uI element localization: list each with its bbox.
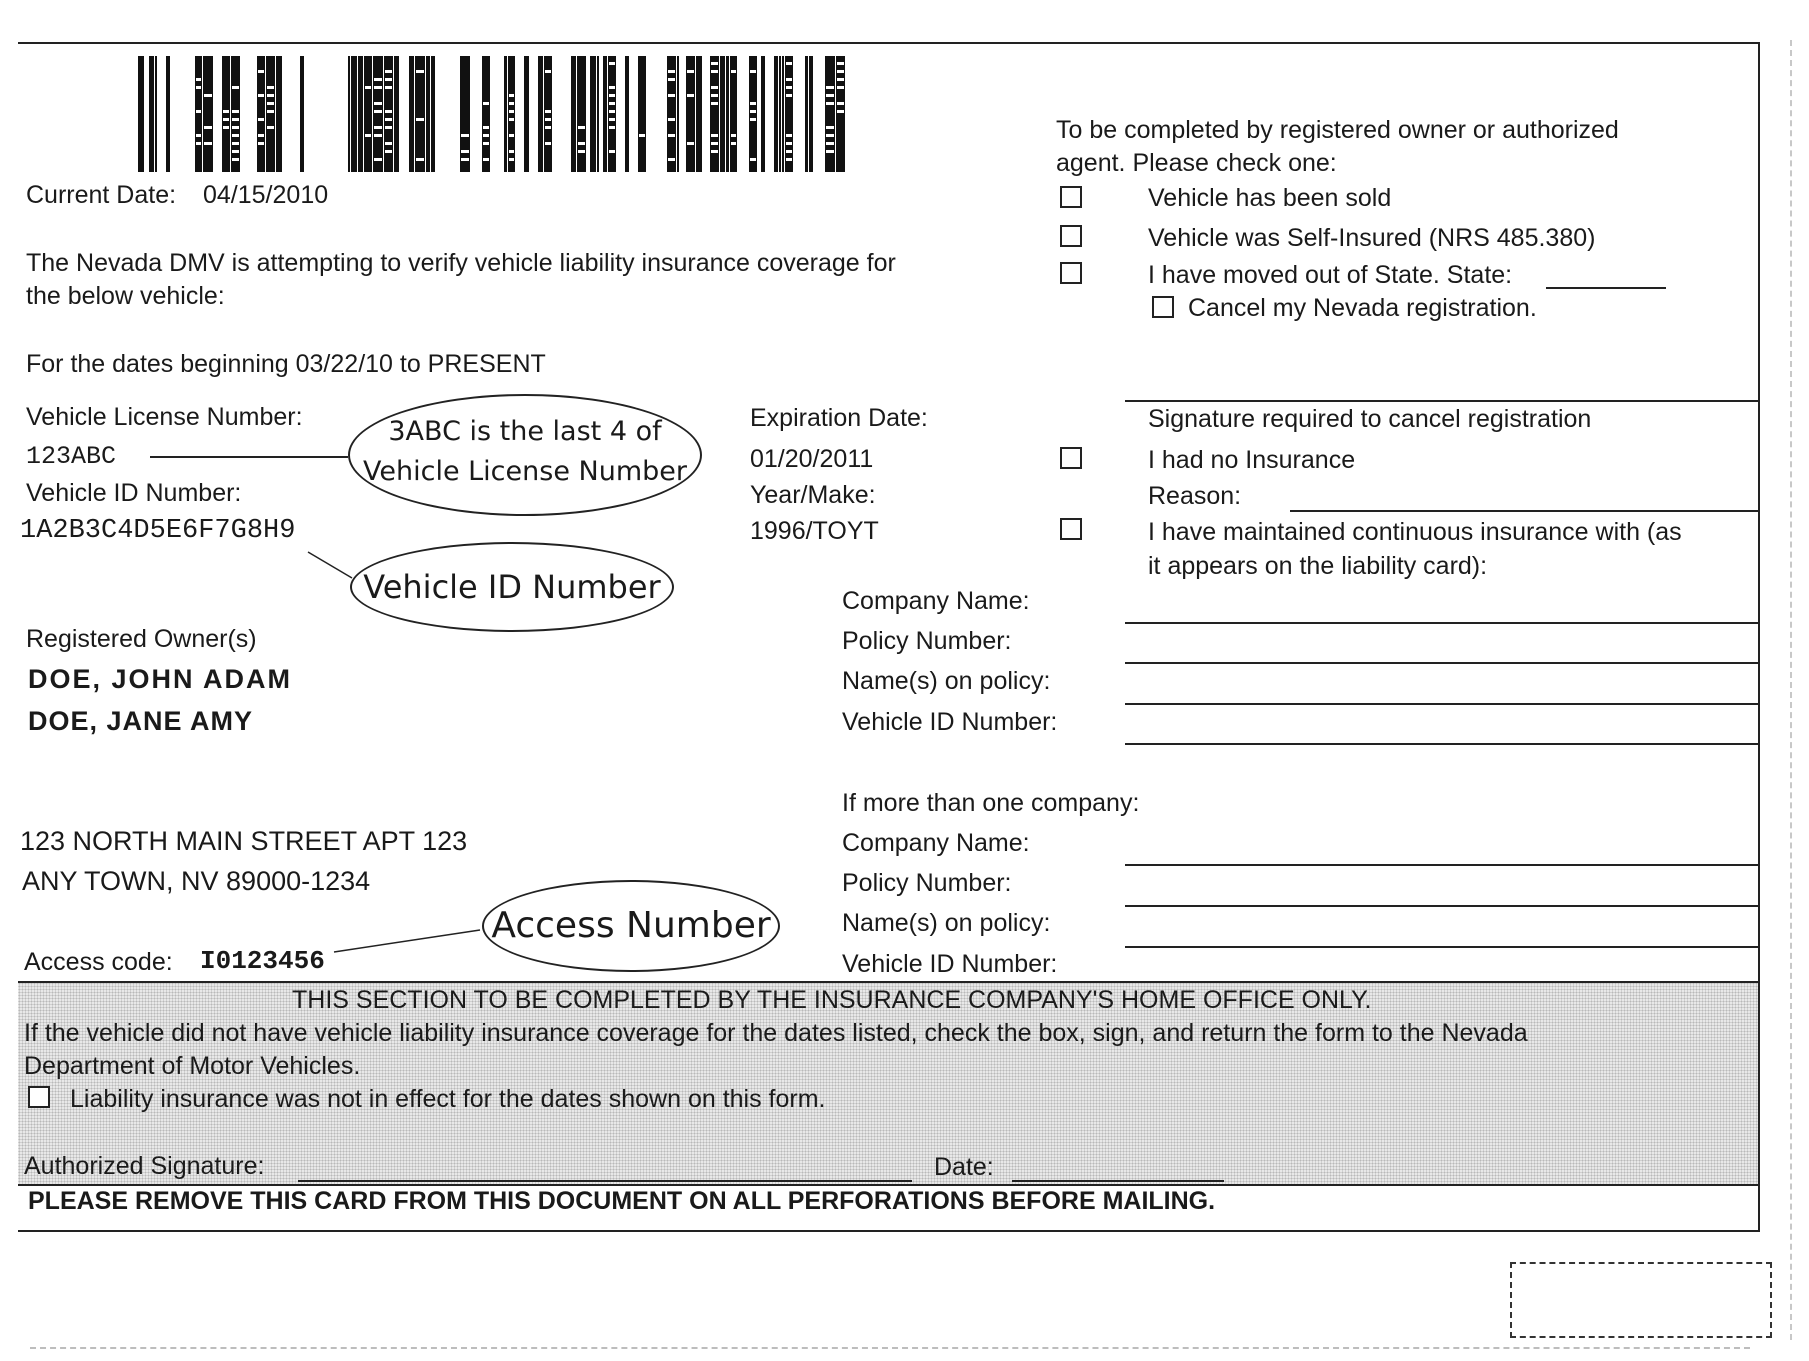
callout-leader-license <box>150 456 348 458</box>
state-input-line[interactable] <box>1546 287 1666 289</box>
year-make-value: 1996/TOYT <box>750 517 879 545</box>
perforation-line-right <box>1790 40 1792 1340</box>
signature-line[interactable] <box>1125 400 1758 402</box>
vehicle-license-label: Vehicle License Number: <box>26 403 303 431</box>
expiration-date-label: Expiration Date: <box>750 404 928 432</box>
option-no-insurance: I had no Insurance <box>1148 446 1356 474</box>
owner-section-intro-1: To be completed by registered owner or authorized <box>1056 116 1619 144</box>
company-name-line-2[interactable] <box>1125 864 1758 866</box>
callout-vehicle-id <box>350 542 674 632</box>
callout-access-number <box>482 880 780 972</box>
callout-access-text: Access Number <box>491 905 771 946</box>
option-self-insured: Vehicle was Self-Insured (NRS 485.380) <box>1148 224 1596 252</box>
authorized-signature-label: Authorized Signature: <box>24 1152 265 1180</box>
option-moved-out: I have moved out of State. State: <box>1148 261 1513 289</box>
checkbox-moved-out[interactable] <box>1060 262 1082 284</box>
intro-line-2: the below vehicle: <box>26 282 225 310</box>
liability-not-in-effect-label: Liability insurance was not in effect for the dates shown on this form. <box>70 1085 826 1113</box>
form-bottom-border <box>18 1230 1760 1232</box>
signature-note: Signature required to cancel registration <box>1148 405 1592 433</box>
owner-section-intro-2: agent. Please check one: <box>1056 149 1337 177</box>
callout-license-line2: Vehicle License Number <box>363 456 687 487</box>
option-maintained-line-1: I have maintained continuous insurance with (as <box>1148 518 1682 546</box>
year-make-label: Year/Make: <box>750 481 876 509</box>
option-vehicle-sold: Vehicle has been sold <box>1148 184 1392 212</box>
current-date-value: 04/15/2010 <box>203 181 329 209</box>
callout-leader-vin <box>300 548 360 584</box>
checkbox-self-insured[interactable] <box>1060 225 1082 247</box>
vehicle-id-number-label: Vehicle ID Number: <box>842 708 1058 736</box>
checkbox-vehicle-sold[interactable] <box>1060 186 1082 208</box>
callout-leader-access <box>330 920 490 956</box>
company-name-label-2: Company Name: <box>842 829 1030 857</box>
vehicle-id-label: Vehicle ID Number: <box>26 479 242 507</box>
owner-address-2: ANY TOWN, NV 89000-1234 <box>22 866 371 896</box>
checkbox-maintained-insurance[interactable] <box>1060 518 1082 540</box>
insurer-section-heading: THIS SECTION TO BE COMPLETED BY THE INSURANCE COMPANY'S HOME OFFICE ONLY. <box>292 986 1372 1014</box>
names-on-policy-label-2: Name(s) on policy: <box>842 909 1051 937</box>
footer-notice: PLEASE REMOVE THIS CARD FROM THIS DOCUMENT ON ALL PERFORATIONS BEFORE MAILING. <box>28 1187 1216 1215</box>
more-than-one-company: If more than one company: <box>842 789 1140 817</box>
insurer-instructions-1: If the vehicle did not have vehicle liability insurance coverage for the dates listed, check the box, sign, and return the form to the Nevada <box>24 1019 1528 1047</box>
company-name-line[interactable] <box>1125 622 1758 624</box>
insurer-section-top-rule <box>18 981 1760 983</box>
insurer-date-line[interactable] <box>1012 1180 1224 1182</box>
callout-license-number <box>348 394 702 516</box>
option-cancel-registration: Cancel my Nevada registration. <box>1188 294 1537 322</box>
intro-line-1: The Nevada DMV is attempting to verify vehicle liability insurance coverage for <box>26 249 896 277</box>
dates-line: For the dates beginning 03/22/10 to PRESENT <box>26 350 546 378</box>
names-on-policy-label: Name(s) on policy: <box>842 667 1051 695</box>
checkbox-cancel-registration[interactable] <box>1152 296 1174 318</box>
current-date-label: Current Date: <box>26 181 177 209</box>
checkbox-no-insurance[interactable] <box>1060 447 1082 469</box>
checkbox-liability-not-in-effect[interactable] <box>28 1086 50 1108</box>
vehicle-id-value: 1A2B3C4D5E6F7G8H9 <box>20 516 296 546</box>
policy-number-line-2[interactable] <box>1125 905 1758 907</box>
reason-label: Reason: <box>1148 482 1242 510</box>
form-right-border <box>1758 42 1760 1232</box>
vehicle-license-value: 123ABC <box>26 442 117 471</box>
expiration-date-value: 01/20/2011 <box>750 445 874 473</box>
policy-number-label: Policy Number: <box>842 627 1012 655</box>
access-code-label: Access code: <box>24 948 173 976</box>
owner-address-1: 123 NORTH MAIN STREET APT 123 <box>20 826 468 856</box>
company-name-label: Company Name: <box>842 587 1030 615</box>
insurer-instructions-2: Department of Motor Vehicles. <box>24 1052 361 1080</box>
owner-name-1: DOE, JOHN ADAM <box>28 664 293 694</box>
authorized-signature-line[interactable] <box>298 1180 912 1182</box>
registered-owner-label: Registered Owner(s) <box>26 625 257 653</box>
perforation-line <box>30 1347 1750 1349</box>
postage-stamp-box <box>1510 1262 1772 1338</box>
barcode-image <box>138 56 854 172</box>
policy-number-line[interactable] <box>1125 662 1758 664</box>
names-on-policy-line[interactable] <box>1125 703 1758 705</box>
form-top-border <box>18 42 1760 44</box>
insurer-date-label: Date: <box>934 1153 994 1181</box>
vehicle-id-number-label-2: Vehicle ID Number: <box>842 950 1058 978</box>
owner-name-2: DOE, JANE AMY <box>28 706 254 736</box>
option-maintained-line-2: it appears on the liability card): <box>1148 552 1488 580</box>
access-code-value: I0123456 <box>200 946 325 976</box>
callout-vin-text: Vehicle ID Number <box>363 568 661 606</box>
names-on-policy-line-2[interactable] <box>1125 946 1758 948</box>
policy-number-label-2: Policy Number: <box>842 869 1012 897</box>
vehicle-id-number-line[interactable] <box>1125 743 1758 745</box>
reason-input-line[interactable] <box>1290 510 1758 512</box>
callout-license-line1: 3ABC is the last 4 of <box>388 416 662 447</box>
